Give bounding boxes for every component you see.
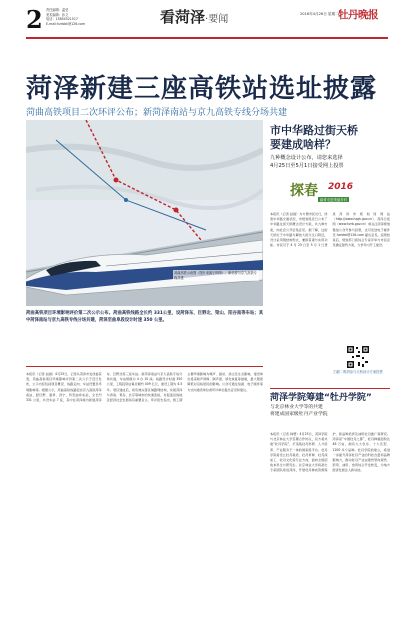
masthead-logo: 牡丹晚报 bbox=[338, 9, 378, 21]
side-subhead: 九种概念设计公布，请您来选择 bbox=[270, 155, 343, 161]
lead-body: 本报讯（记者 赵晨）4月25日，记者从菏泽市发改委获悉，菏曲高铁项目环境影响评价第二次公示于近日发布，公示内容包括项目概况、线路走向、车站设置及环境影响等。根据公示，菏曲高铁线路起自京九高铁菏泽南站，经巨野、嘉祥、济宁，终至曲阜东站，全长约 331 公里，共设车站 7 座，其中在菏泽境内新建菏泽东、巨野北等三座车站。新菏泽南站与京九高铁专线分场共建，车站规模为 4 台 10 线。线路设计时速 350 公里，工程投资估算总额约 409 亿元，建设工期为 4.5 年。项目建成后，将有效完善区域路网结构，实现菏泽与济南、青岛、北京等城市的快速连接，对促进沿线地区经济社会发展具有重要意义。环评报告指出，施工期主要环境影响为噪声、振动、扬尘及生态影响，建设单位将采取声屏障、隔声窗、绿化恢复等措施，最大限度降低对沿线居民的影响。公众可通过信函、电子邮件等方式向建设单位或环评单位提出意见和建议。 bbox=[26, 372, 263, 403]
qr-caption: 扫描二维码参与天桥设计方案投票 bbox=[333, 370, 383, 374]
page-number: 2 bbox=[26, 5, 43, 34]
lead-rule bbox=[26, 366, 263, 367]
banner-title: 探春 bbox=[290, 183, 318, 199]
meta-line: E-mail:hzrbbk@126.com bbox=[46, 21, 86, 26]
lead-paragraph: 菏曲高铁项目环境影响评价第二次公示公布。菏曲高铁线路全长约 331公里，设菏泽东、巨野北、梁山、阳谷南等车站；其中菏泽南站与京九高铁专线分场共建，菏泽至曲阜段设计时速 350 公里。 bbox=[26, 311, 263, 323]
section-name: 看菏泽 bbox=[160, 8, 206, 26]
bottom-subhead: 将建成国家级牡丹产业学院 bbox=[270, 412, 328, 417]
banner-subtitle: 踏青走进美丽乡村 bbox=[320, 198, 348, 202]
header bbox=[0, 0, 412, 46]
meta-line: 美术编辑：孙文 bbox=[46, 12, 69, 17]
side-subhead: 4月25日至5月1日接受网上投票 bbox=[270, 163, 344, 169]
bottom-rule bbox=[270, 388, 390, 389]
lead-subhead: 菏曲高铁项目二次环评公布；新菏泽南站与京九高铁专线分场共建 bbox=[26, 108, 288, 118]
spring-banner bbox=[290, 180, 376, 206]
meta-line: 电话：15854521517 bbox=[46, 17, 78, 22]
meta-line: 责任编辑：温莹 bbox=[46, 8, 69, 12]
lead-headline: 菏泽新建三座高铁站选址披露 bbox=[26, 74, 378, 104]
bottom-story-head bbox=[270, 392, 390, 418]
side-body: 本报讯（记者 赵晨）为方便市民出行，改善中华路交通状况，市规划局近日公布了中华路过街天桥概念设计方案，共九种方案，向社会公开征集意见。据了解，过街天桥位于中华路与解放大街交叉口附近，设计采用钢结构形式，兼顾景观与实用功能。市民可于 4 月 25 日至 5 月 1 日登录菏泽市规划局网站（http://www.hzgh.gov.cn）、菏泽日报网（www.hzrb.gov.cn）或关注菏泽规划微信公众号参与投票，也可发送电子邮件至 hzrbbk@126.com 提出意见。投票结束后，规划部门将综合专家评审与市民意见确定最终方案，力争年内开工建设。 bbox=[270, 212, 390, 248]
issue-date: 2016年4月26日 星期二 bbox=[300, 12, 339, 16]
bottom-body: 本报讯（记者 韩慧）4月25日，菏泽学院与北京林业大学签署合作协议，双方将共建“牡丹学院”，打造集牡丹科研、人才培养、产业服务于一体的国家级平台。牡丹学院将设立牡丹栽培、牡丹育种、牡丹深加工、牡丹文化等专业方向，面向全国招收本科生与研究生。北京林业大学将派出专家团队常驻菏泽，开展牡丹种质资源保护、新品种培育及油用牡丹推广等研究。菏泽是“中国牡丹之都”，牡丹种植面积达 46 万亩，拥有九大色系、十大花型、1200 多个品种。牡丹学院的建立，将进一步提升菏泽牡丹产业的科技含量和品牌影响力，推动牡丹产业由观赏型向观赏、药用、油用、食用综合开发转变，为地方经济发展注入新动能。 bbox=[270, 432, 390, 473]
bottom-headline: 菏泽学院筹建“牡丹学院” bbox=[270, 393, 372, 403]
qr-code-icon bbox=[346, 345, 370, 369]
side-story bbox=[270, 124, 390, 170]
lead-photo bbox=[26, 120, 263, 306]
photo-caption: 菏曲高铁示意图（图片来源于网络），新站将与京九高铁专线共建 bbox=[173, 270, 259, 281]
banner-year: 2016 bbox=[328, 182, 354, 192]
header-rule bbox=[26, 37, 388, 39]
header-meta bbox=[46, 8, 146, 26]
subsection-name: ·要闻 bbox=[205, 14, 229, 25]
qr-block bbox=[327, 345, 389, 375]
side-headline: 市中华路过街天桥 bbox=[270, 124, 358, 137]
bottom-subhead: 与北京林业大学等的共建 bbox=[270, 405, 323, 410]
side-headline: 要建成啥样？ bbox=[270, 138, 336, 151]
section-title bbox=[160, 6, 270, 27]
